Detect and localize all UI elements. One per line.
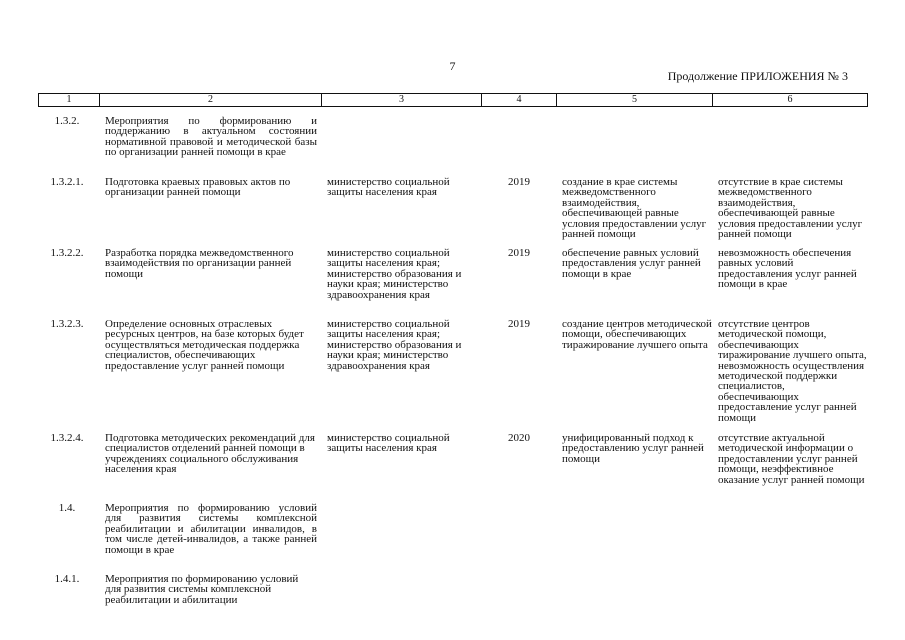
executor-cell: министерство социальной защиты населения края; министерство образования и науки края; министерство здравоохранения края (327, 247, 462, 301)
header-col-5: 5 (557, 94, 713, 106)
activity-cell: Подготовка методических рекомендаций для специалистов отделений ранней помощи в учреждениях социального обслуживания населения края (105, 432, 315, 476)
table-header (38, 93, 868, 107)
page-number: 7 (449, 59, 456, 73)
year-cell: 2019 (508, 318, 530, 330)
activity-cell: Мероприятия по формированию условий для развития системы комплексной реабилитации и абилитации инвалидов, в том числе детей-инвалидов, а также ранней помощи в крае (105, 502, 317, 556)
year-cell: 2019 (508, 247, 530, 259)
activity-cell: Мероприятия по формированию условий для развития системы комплексной реабилитации и абилитации (105, 573, 299, 606)
executor-cell: министерство социальной защиты населения края (327, 176, 450, 199)
consequence-cell: отсутствие центров методической помощи, обеспечивающих тиражирование лучшего опыта, невозможность осуществления методической поддержки специалистов, обеспечивающих предоставление услуг ранней помощи (718, 318, 867, 424)
row-number: 1.4.1. (54, 573, 80, 585)
header-col-6: 6 (787, 94, 793, 105)
result-cell: унифицированный подход к предоставлению услуг ранней помощи (562, 432, 704, 465)
year-cell: 2019 (508, 176, 530, 188)
row-number: 1.3.2.2. (50, 247, 84, 259)
year-cell: 2020 (508, 432, 530, 444)
executor-cell: министерство социальной защиты населения края (327, 432, 450, 455)
row-number: 1.3.2.1. (50, 176, 84, 188)
activity-cell: Определение основных отраслевых ресурсных центров, на базе которых будет осуществляться методическая поддержка специалистов, обеспечивающих предоставление услуг ранней помощи (105, 318, 304, 372)
row-number: 1.3.2. (54, 115, 80, 127)
activity-cell: Разработка порядка межведомственного взаимодействия по организации ранней помощи (105, 247, 294, 280)
header-col-1: 1 (39, 94, 100, 106)
consequence-cell: отсутствие в крае системы межведомственного взаимодействия, обеспечивающей равные условия предоставлении услуг ранней помощи (718, 176, 863, 241)
result-cell: создание центров методической помощи, обеспечивающих тиражирование лучшего опыта (562, 318, 712, 351)
header-col-3: 3 (322, 94, 482, 106)
header-col-2: 2 (100, 94, 322, 106)
row-number: 1.3.2.4. (50, 432, 84, 444)
consequence-cell: невозможность обеспечения равных условий предоставления услуг ранней помощи в крае (718, 247, 857, 291)
consequence-cell: отсутствие актуальной методической информации о предоставлении услуг ранней помощи, неэффективное оказание услуг ранней помощи (718, 432, 865, 486)
result-cell: обеспечение равных условий предоставления услуг ранней помощи в крае (562, 247, 701, 280)
executor-cell: министерство социальной защиты населения края; министерство образования и науки края; министерство здравоохранения края (327, 318, 462, 372)
result-cell: создание в крае системы межведомственного взаимодействия, обеспечивающей равные условия предоставлении услуг ранней помощи (562, 176, 707, 241)
activity-cell: Подготовка краевых правовых актов по организации ранней помощи (105, 176, 291, 199)
row-number: 1.3.2.3. (50, 318, 84, 330)
row-number: 1.4. (58, 502, 76, 514)
activity-cell: Мероприятия по формированию и поддержанию в актуальном состоянии нормативной правовой и методической базы по организации ранней помощи в крае (105, 115, 317, 159)
continuation-label: Продолжение ПРИЛОЖЕНИЯ № 3 (667, 69, 848, 83)
header-col-4: 4 (482, 94, 557, 106)
